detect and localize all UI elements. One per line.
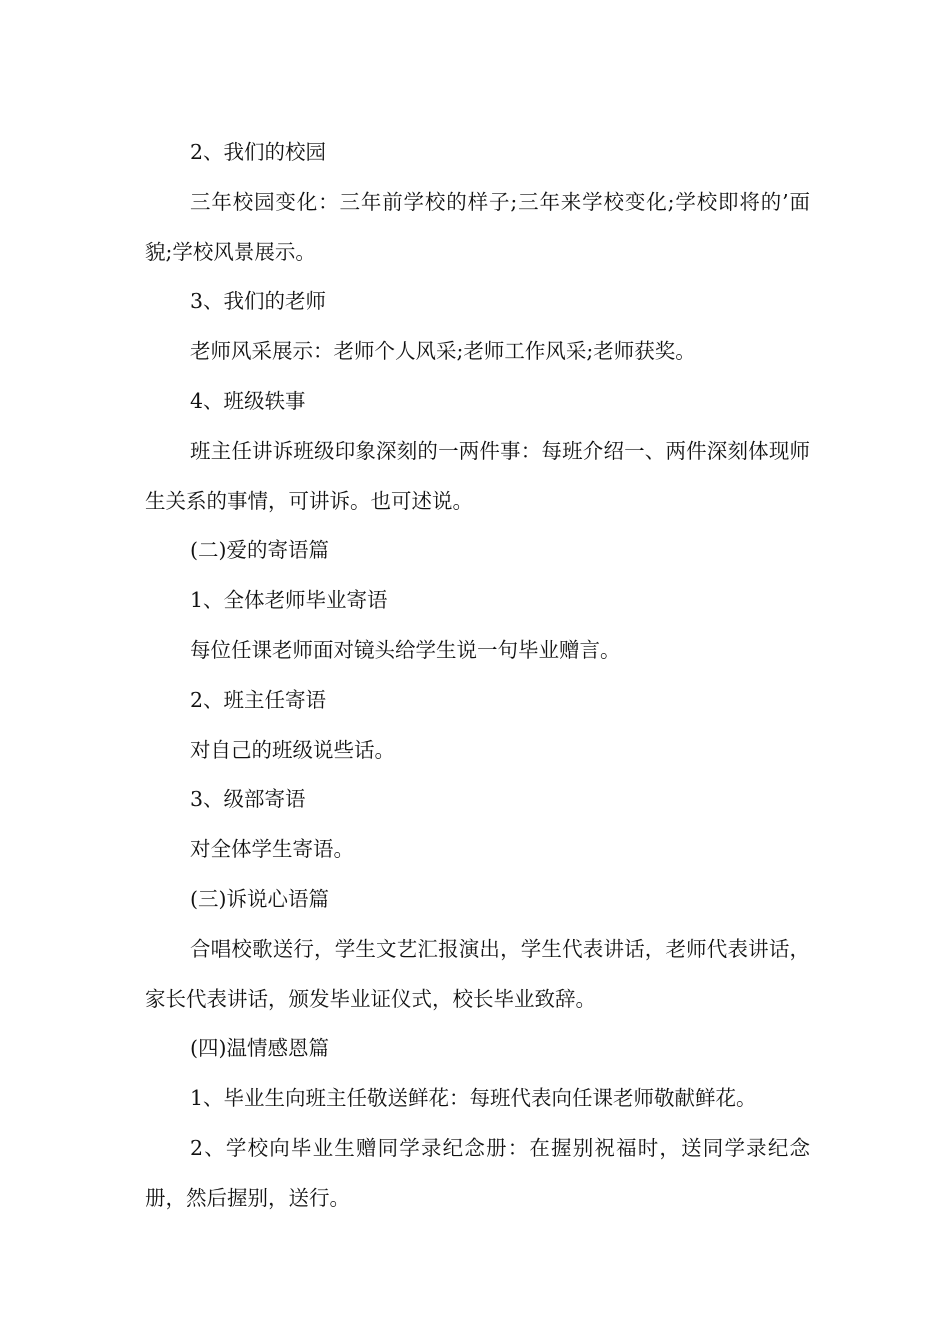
heading-class-anecdotes: 4、班级轶事 [190, 388, 306, 413]
document-body [145, 128, 810, 1224]
paragraph-teacher-words: 每位任课老师面对镜头给学生说一句毕业赠言。 [190, 637, 621, 662]
paragraph-flowers: 1、毕业生向班主任敬送鲜花：每班代表向任课老师敬献鲜花。 [190, 1086, 757, 1111]
heading-our-teachers: 3、我们的老师 [190, 289, 327, 314]
heading-all-teachers-messages: 1、全体老师毕业寄语 [190, 588, 388, 613]
section-heading-gratitude: (四)温情感恩篇 [190, 1036, 329, 1061]
paragraph-teacher-showcase: 老师风采展示：老师个人风采;老师工作风采;老师获奖。 [190, 339, 696, 364]
heading-grade-message: 3、级部寄语 [190, 787, 306, 812]
paragraph-class-anecdotes: 班主任讲诉班级印象深刻的一两件事：每班介绍一、两件深刻体现师生关系的事情，可讲诉。也可述说。 [145, 438, 810, 513]
paragraph-campus-changes: 三年校园变化：三年前学校的样子;三年来学校变化;学校即将的’面貌;学校风景展示。 [145, 189, 810, 264]
section-heading-love-messages: (二)爱的寄语篇 [190, 538, 329, 563]
heading-our-campus: 2、我们的校园 [190, 140, 327, 164]
paragraph-ceremony-program: 合唱校歌送行，学生文艺汇报演出，学生代表讲话，老师代表讲话，家长代表讲话，颁发毕业证仪式，校长毕业致辞。 [145, 936, 810, 1011]
heading-head-teacher-message: 2、班主任寄语 [190, 687, 327, 712]
paragraph-yearbook: 2、学校向毕业生赠同学录纪念册：在握别祝福时，送同学录纪念册，然后握别，送行。 [145, 1135, 810, 1210]
section-heading-heart-words: (三)诉说心语篇 [190, 886, 329, 911]
paragraph-grade-message: 对全体学生寄语。 [190, 837, 354, 862]
paragraph-head-teacher-words: 对自己的班级说些话。 [190, 737, 395, 762]
